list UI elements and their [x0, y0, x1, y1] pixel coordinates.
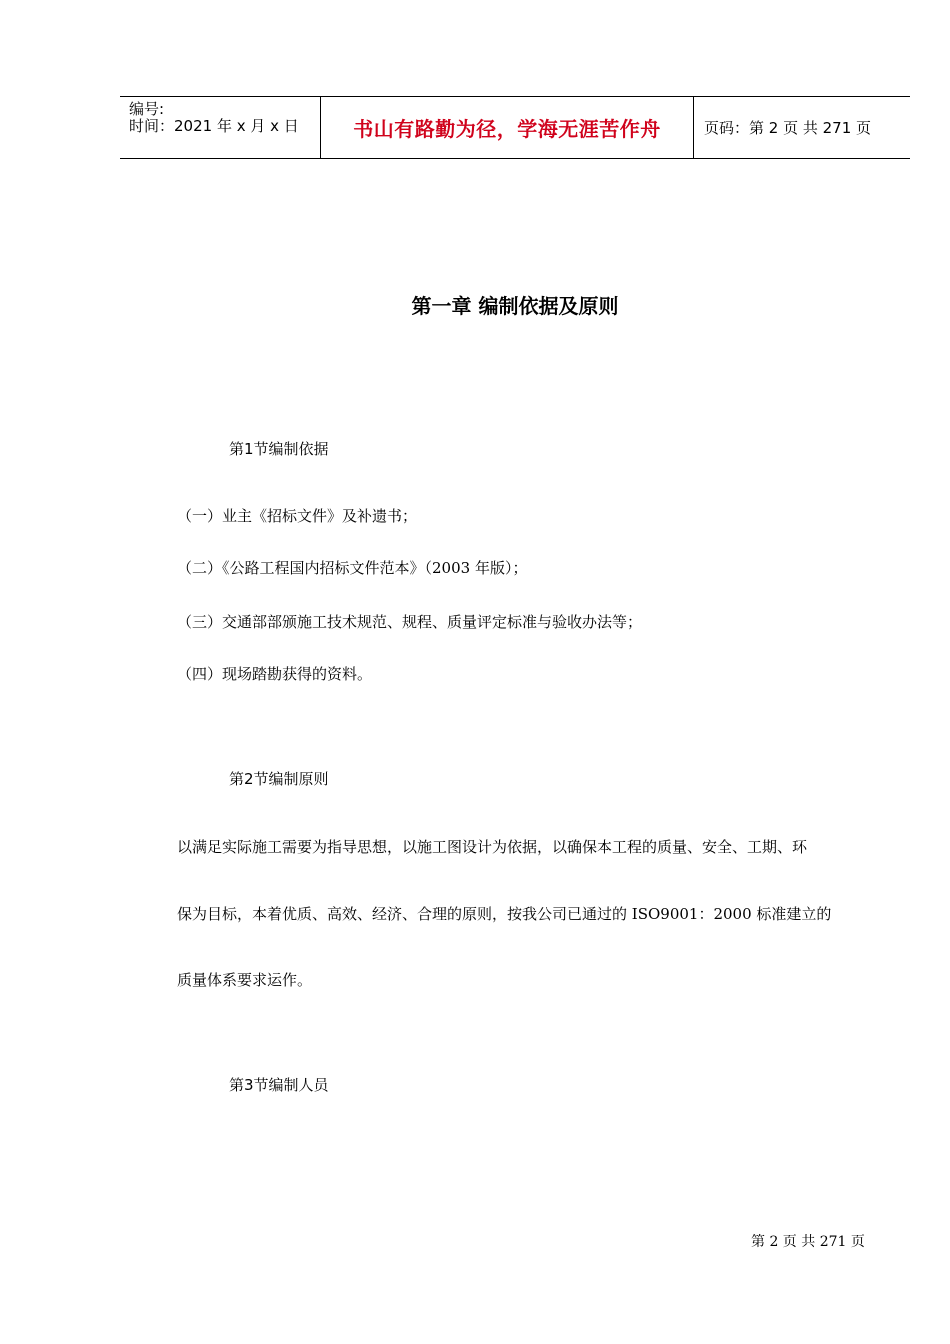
header-page-info: 页码：第 2 页 共 271 页 — [704, 119, 872, 137]
page-header — [120, 96, 910, 159]
header-motto: 书山有路勤为径，学海无涯苦作舟 — [353, 117, 661, 141]
header-motto-cell — [321, 97, 694, 158]
header-page-cell — [694, 97, 910, 158]
section-1-item: （二）《公路工程国内招标文件范本》（2003 年版）； — [177, 559, 528, 577]
section-1-item: （一）业主《招标文件》及补遗书； — [177, 507, 418, 525]
footer-page-info: 第 2 页 共 271 页 — [751, 1234, 865, 1250]
section-2-line: 以满足实际施工需要为指导思想，以施工图设计为依据，以确保本工程的质量、安全、工期、环 — [177, 838, 808, 856]
document-time-label: 时间：2021 年 x 月 x 日 — [129, 117, 299, 135]
section-1-item: （四）现场踏勘获得的资料。 — [177, 665, 373, 683]
section-2-line: 质量体系要求运作。 — [177, 971, 313, 989]
section-2-title: 第2节编制原则 — [229, 770, 329, 788]
document-number-label: 编号: — [129, 100, 165, 118]
section-1-title: 第1节编制依据 — [229, 440, 329, 458]
section-2-line: 保为目标，本着优质、高效、经济、合理的原则，按我公司已通过的 ISO9001：2000 标准建立的 — [177, 905, 832, 923]
section-1-item: （三）交通部部颁施工技术规范、规程、质量评定标准与验收办法等； — [177, 613, 643, 631]
header-meta-cell — [120, 97, 321, 158]
section-3-title: 第3节编制人员 — [229, 1076, 329, 1094]
chapter-title: 第一章 编制依据及原则 — [411, 294, 619, 318]
